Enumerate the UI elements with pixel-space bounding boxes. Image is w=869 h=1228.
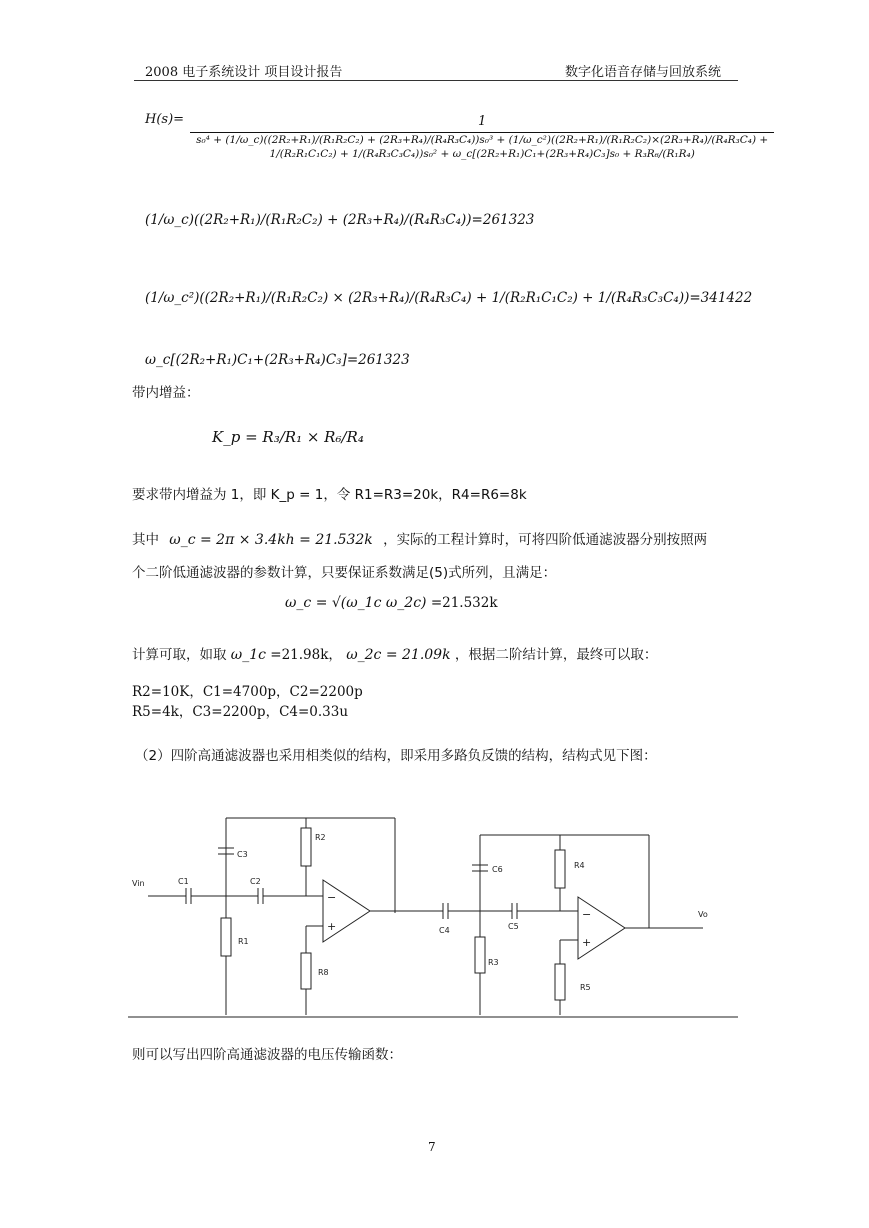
calc-suffix: ，根据二阶结计算，最终可以取： (454, 647, 658, 663)
label-r1: R1 (238, 937, 249, 946)
label-c1: C1 (178, 877, 189, 886)
where-line-2: 个二阶低通滤波器的参数计算，只要保证系数满足(5)式所列，且满足： (132, 565, 557, 581)
omega-c-value: =21.532k (430, 595, 498, 611)
label-r5: R5 (580, 983, 591, 992)
opamp2-plus: + (582, 936, 592, 949)
hs-numerator: 1 (190, 112, 774, 133)
opamp2-minus: − (582, 908, 592, 921)
label-c5: C5 (508, 922, 519, 931)
where-suffix: ，实际的工程计算时，可将四阶低通滤波器分别按照两 (383, 532, 708, 548)
label-c6: C6 (492, 865, 503, 874)
omega-c-sqrt (285, 595, 498, 611)
opamp1-plus: + (327, 920, 337, 933)
transfer-function-intro: 则可以写出四阶高通滤波器的电压传输函数： (132, 1047, 402, 1063)
header-left: 2008 电子系统设计 项目设计报告 (145, 65, 343, 80)
where-formula: ω_c = 2π × 3.4kh = 21.532k (169, 532, 373, 548)
label-c2: C2 (250, 877, 261, 886)
calc-w1-value: =21.98k， (270, 647, 342, 663)
kp-formula: K_p = R₃/R₁ × R₆/R₄ (212, 428, 364, 446)
label-r4: R4 (574, 861, 585, 870)
passband-gain-label: 带内增益： (132, 385, 200, 401)
calc-prefix: 计算可取，如取 (132, 647, 227, 663)
hs-equation (145, 112, 776, 161)
label-c3: C3 (237, 850, 248, 859)
label-c4: C4 (439, 926, 450, 935)
where-prefix: 其中 (132, 532, 159, 548)
page-number: 7 (428, 1140, 436, 1154)
label-vin: Vin (132, 879, 145, 888)
coef-equation-3: ω_c[(2R₂+R₁)C₁+(2R₃+R₄)C₃]=261323 (145, 352, 410, 368)
label-r3: R3 (488, 958, 499, 967)
calc-w1: ω_1c (230, 647, 266, 663)
calc-w2: ω_2c = 21.09k (346, 647, 451, 663)
hs-denominator: s₀⁴ + (1/ω_c)((2R₂+R₁)/(R₁R₂C₂) + (2R₃+R₄)/(R₄R₃C₄))s₀³ + (1/ω_c²)((2R₂+R₁)/(R₁R₂C₂)×(2R₃+R₄)/(R₄R₃C₄) + 1/(R₂R₁C₁C₂) + 1/(R₄R₃C₃C₄))s₀² + ω_c[(2R₂+R₁)C₁+(2R₃+R₄)C₃]s₀ + R₃R₆/(R₁R₄) (196, 134, 769, 160)
label-vo: Vo (698, 910, 708, 919)
label-r2: R2 (315, 833, 326, 842)
coef-equation-1: (1/ω_c)((2R₂+R₁)/(R₁R₂C₂) + (2R₃+R₄)/(R₄R₃C₄))=261323 (145, 212, 535, 228)
label-r8: R8 (318, 968, 329, 977)
header-right: 数字化语音存储与回放系统 (565, 65, 722, 80)
highpass-filter-circuit (128, 810, 738, 1030)
header-rule (134, 80, 738, 81)
coef-equation-2: (1/ω_c²)((2R₂+R₁)/(R₁R₂C₂) × (2R₃+R₄)/(R₄R₃C₄) + 1/(R₂R₁C₁C₂) + 1/(R₄R₃C₃C₄))=341422 (145, 290, 753, 306)
omega-c-definition (132, 528, 707, 548)
values-line-1: R2=10K，C1=4700p，C2=2200p (132, 684, 363, 700)
values-line-2: R5=4k，C3=2200p，C4=0.33u (132, 704, 349, 720)
gain-requirement: 要求带内增益为 1，即 K_p = 1，令 R1=R3=20k，R4=R6=8k (132, 487, 527, 503)
calc-line (132, 643, 657, 663)
hs-lhs: H(s)= (145, 112, 185, 127)
omega-c-formula: ω_c = √(ω_1c ω_2c) (285, 595, 427, 611)
opamp1-minus: − (327, 891, 337, 904)
highpass-intro: （2）四阶高通滤波器也采用相类似的结构，即采用多路负反馈的结构，结构式见下图： (135, 748, 657, 764)
